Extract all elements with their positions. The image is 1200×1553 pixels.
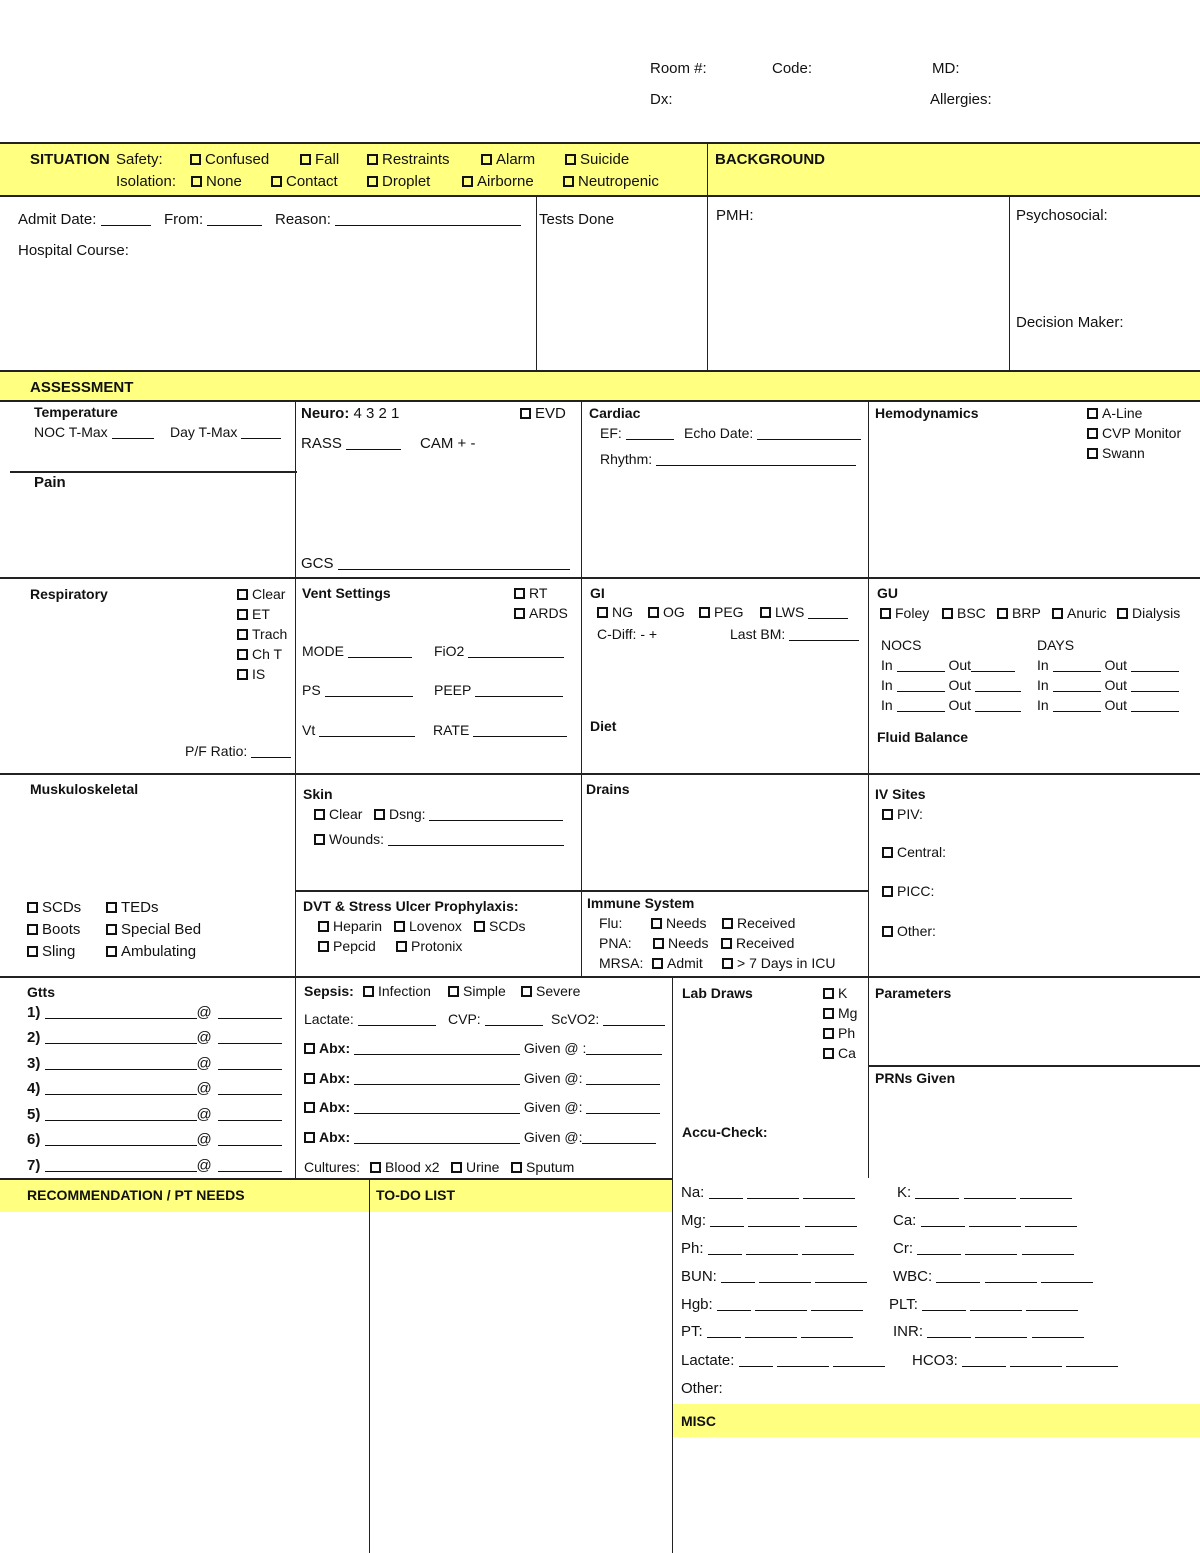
neuro-header: Neuro: 4 3 2 1 (301, 405, 400, 422)
lab-na[interactable]: Na: (681, 1184, 855, 1201)
scvo2-field[interactable]: ScVO2: (551, 1011, 665, 1027)
checkbox-icon (237, 649, 248, 660)
checkbox-icon (367, 176, 378, 187)
checkbox-icon (304, 1132, 315, 1143)
checkbox-icon (721, 938, 732, 949)
cam-field[interactable]: CAM + - (420, 435, 476, 452)
dvt-pepcid[interactable]: Pepcid (318, 938, 376, 954)
dvt-lovenox[interactable]: Lovenox (394, 918, 462, 934)
rhythm-field[interactable]: Rhythm: (600, 451, 856, 467)
hospital-course-label: Hospital Course: (18, 242, 129, 259)
pna-needs[interactable]: Needs (653, 935, 708, 951)
isolation-none[interactable]: None (191, 173, 242, 190)
peep-field[interactable]: PEEP (434, 682, 563, 698)
lab-mg[interactable]: Mg (823, 1005, 857, 1021)
skin-clear[interactable]: Clear (314, 806, 362, 822)
lab-inr[interactable]: INR: (893, 1323, 1084, 1340)
ef-field[interactable]: EF: (600, 425, 674, 441)
checkbox-icon (514, 588, 525, 599)
culture-blood[interactable]: Blood x2 (370, 1159, 439, 1175)
flu-label: Flu: (599, 915, 623, 931)
isolation-contact[interactable]: Contact (271, 173, 338, 190)
checkbox-icon (722, 958, 733, 969)
abx-row[interactable]: Abx: Given @: (304, 1070, 660, 1086)
gtts-row[interactable]: 7) @ (27, 1157, 282, 1174)
checkbox-icon (651, 918, 662, 929)
checkbox-icon (304, 1073, 315, 1084)
checkbox-icon (462, 176, 473, 187)
checkbox-icon (520, 408, 531, 419)
checkbox-icon (760, 607, 771, 618)
checkbox-icon (521, 986, 532, 997)
gu-foley[interactable]: Foley (880, 605, 929, 621)
lab-cr[interactable]: Cr: (893, 1240, 1074, 1257)
mode-field[interactable]: MODE (302, 643, 412, 659)
resp-et[interactable]: ET (237, 606, 270, 622)
checkbox-icon (653, 938, 664, 949)
allergies-label: Allergies: (930, 91, 992, 108)
diet-title: Diet (590, 718, 617, 734)
lactate-field[interactable]: Lactate: (304, 1011, 436, 1027)
resp-cht[interactable]: Ch T (237, 646, 282, 662)
sepsis-simple[interactable]: Simple (448, 983, 506, 999)
checkbox-icon (271, 176, 282, 187)
cardiac-title: Cardiac (589, 405, 641, 421)
checkbox-icon (997, 608, 1008, 619)
safety-alarm[interactable]: Alarm (481, 151, 535, 168)
checkbox-icon (823, 1048, 834, 1059)
cdiff-field[interactable]: C-Diff: - + (597, 626, 658, 642)
recommendation-title: RECOMMENDATION / PT NEEDS (27, 1187, 245, 1203)
isolation-airborne[interactable]: Airborne (462, 173, 534, 190)
pain-title: Pain (34, 474, 66, 491)
gi-ng[interactable]: NG (597, 604, 633, 620)
gtts-row[interactable]: 3) @ (27, 1055, 282, 1072)
accu-check-label: Accu-Check: (682, 1124, 768, 1140)
gi-lws[interactable]: LWS (760, 604, 848, 620)
checkbox-icon (237, 609, 248, 620)
isolation-label: Isolation: (116, 173, 177, 190)
checkbox-icon (314, 834, 325, 845)
checkbox-icon (300, 154, 311, 165)
checkbox-icon (314, 809, 325, 820)
checkbox-icon (474, 921, 485, 932)
admit-date-field[interactable]: Admit Date: (18, 211, 151, 228)
cultures-label: Cultures: (304, 1159, 361, 1175)
culture-urine[interactable]: Urine (451, 1159, 499, 1175)
musculo-scds[interactable]: SCDs (27, 899, 81, 916)
lab-lactate[interactable]: Lactate: (681, 1352, 885, 1369)
neuro-evd[interactable]: EVD (520, 405, 566, 422)
skin-wounds[interactable]: Wounds: (314, 831, 564, 847)
gtts-row[interactable]: 2) @ (27, 1029, 282, 1046)
checkbox-icon (648, 607, 659, 618)
cvp-field[interactable]: CVP: (448, 1011, 543, 1027)
gi-og[interactable]: OG (648, 604, 685, 620)
flu-received[interactable]: Received (722, 915, 795, 931)
checkbox-icon (652, 958, 663, 969)
checkbox-icon (882, 926, 893, 937)
checkbox-icon (882, 847, 893, 858)
lab-k-result[interactable]: K: (897, 1184, 1072, 1201)
checkbox-icon (1087, 428, 1098, 439)
last-bm-field[interactable]: Last BM: (730, 626, 859, 642)
musculo-teds[interactable]: TEDs (106, 899, 159, 916)
checkbox-icon (1117, 608, 1128, 619)
rate-field[interactable]: RATE (433, 722, 567, 738)
rass-field[interactable]: RASS (301, 435, 401, 452)
abx-row[interactable]: Abx: Given @: (304, 1099, 660, 1115)
culture-sputum[interactable]: Sputum (511, 1159, 574, 1175)
vent-title: Vent Settings (302, 585, 391, 601)
iv-other[interactable]: Other: (882, 923, 936, 939)
lab-hgb[interactable]: Hgb: (681, 1296, 863, 1313)
dx-label: Dx: (650, 91, 673, 108)
lab-draws-title: Lab Draws (682, 985, 753, 1001)
safety-fall[interactable]: Fall (300, 151, 339, 168)
iv-title: IV Sites (875, 786, 926, 802)
lab-hco3[interactable]: HCO3: (912, 1352, 1118, 1369)
checkbox-icon (190, 154, 201, 165)
checkbox-icon (882, 886, 893, 897)
iv-picc[interactable]: PICC: (882, 883, 934, 899)
checkbox-icon (237, 629, 248, 640)
decision-maker-label: Decision Maker: (1016, 314, 1124, 331)
temperature-title: Temperature (34, 404, 118, 420)
lab-wbc[interactable]: WBC: (893, 1268, 1093, 1285)
code-label: Code: (772, 60, 813, 77)
psychosocial-label: Psychosocial: (1016, 207, 1108, 224)
checkbox-icon (514, 608, 525, 619)
gcs-field[interactable]: GCS (301, 555, 570, 572)
gtts-row[interactable]: 1) @ (27, 1004, 282, 1021)
dvt-protonix[interactable]: Protonix (396, 938, 462, 954)
prns-title: PRNs Given (875, 1070, 956, 1086)
lab-pt[interactable]: PT: (681, 1323, 853, 1340)
safety-confused[interactable]: Confused (190, 151, 269, 168)
gu-dialysis[interactable]: Dialysis (1117, 605, 1180, 621)
gu-anuric[interactable]: Anuric (1052, 605, 1107, 621)
pf-ratio-field[interactable]: P/F Ratio: (185, 743, 291, 759)
gtts-row[interactable]: 5) @ (27, 1106, 282, 1123)
checkbox-icon (565, 154, 576, 165)
checkbox-icon (880, 608, 891, 619)
checkbox-icon (106, 924, 117, 935)
lab-ca-result[interactable]: Ca: (893, 1212, 1077, 1229)
noc-io-row[interactable]: In Out (881, 697, 1021, 713)
background-title: BACKGROUND (715, 151, 825, 168)
checkbox-icon (237, 589, 248, 600)
dvt-scds[interactable]: SCDs (474, 918, 526, 934)
checkbox-icon (722, 918, 733, 929)
vent-rt[interactable]: RT (514, 585, 547, 601)
checkbox-icon (882, 809, 893, 820)
gtts-title: Gtts (27, 984, 55, 1000)
pna-received[interactable]: Received (721, 935, 794, 951)
checkbox-icon (481, 154, 492, 165)
skin-title: Skin (303, 786, 333, 802)
lab-ph-result[interactable]: Ph: (681, 1240, 854, 1257)
checkbox-icon (304, 1102, 315, 1113)
checkbox-icon (191, 176, 202, 187)
lab-ca[interactable]: Ca (823, 1045, 856, 1061)
lab-other: Other: (681, 1380, 723, 1397)
musculo-ambulating[interactable]: Ambulating (106, 943, 196, 960)
gu-title: GU (877, 585, 898, 601)
checkbox-icon (511, 1162, 522, 1173)
echo-date-field[interactable]: Echo Date: (684, 425, 861, 441)
iv-central[interactable]: Central: (882, 844, 946, 860)
gtts-row[interactable]: 6) @ (27, 1131, 282, 1148)
nocs-label: NOCS (881, 637, 922, 653)
mrsa-label: MRSA: (599, 955, 644, 971)
gtts-row[interactable]: 4) @ (27, 1080, 282, 1097)
checkbox-icon (304, 1043, 315, 1054)
checkbox-icon (374, 809, 385, 820)
safety-label: Safety: (116, 151, 163, 168)
lab-plt[interactable]: PLT: (889, 1296, 1078, 1313)
room-label: Room #: (650, 60, 707, 77)
gi-peg[interactable]: PEG (699, 604, 744, 620)
checkbox-icon (237, 669, 248, 680)
checkbox-icon (106, 946, 117, 957)
checkbox-icon (699, 607, 710, 618)
day-io-row[interactable]: In Out (1037, 657, 1179, 673)
md-label: MD: (932, 60, 960, 77)
from-field[interactable]: From: (164, 211, 262, 228)
fluid-balance-title: Fluid Balance (877, 729, 969, 745)
fio2-field[interactable]: FiO2 (434, 643, 564, 659)
vt-field[interactable]: Vt (302, 722, 415, 738)
checkbox-icon (1087, 408, 1098, 419)
mrsa-icu[interactable]: > 7 Days in ICU (722, 955, 835, 971)
checkbox-icon (27, 902, 38, 913)
dvt-title: DVT & Stress Ulcer Prophylaxis: (303, 898, 519, 914)
day-io-row[interactable]: In Out (1037, 697, 1179, 713)
misc-title: MISC (681, 1413, 716, 1429)
pna-label: PNA: (599, 935, 632, 951)
day-tmax-field[interactable]: Day T-Max (170, 424, 281, 440)
musculo-special-bed[interactable]: Special Bed (106, 921, 201, 938)
sepsis-row: Sepsis: (304, 983, 354, 999)
checkbox-icon (451, 1162, 462, 1173)
lab-bun[interactable]: BUN: (681, 1268, 867, 1285)
todo-title: TO-DO LIST (376, 1187, 456, 1203)
checkbox-icon (27, 924, 38, 935)
noc-tmax-field[interactable]: NOC T-Max (34, 424, 154, 440)
checkbox-icon (367, 154, 378, 165)
safety-restraints[interactable]: Restraints (367, 151, 450, 168)
immune-title: Immune System (587, 895, 695, 911)
gu-brp[interactable]: BRP (997, 605, 1041, 621)
checkbox-icon (942, 608, 953, 619)
checkbox-icon (106, 902, 117, 913)
checkbox-icon (1087, 448, 1098, 459)
resp-trach[interactable]: Trach (237, 626, 287, 642)
situation-title: SITUATION (30, 151, 110, 168)
lab-mg-result[interactable]: Mg: (681, 1212, 857, 1229)
hemo-cvp[interactable]: CVP Monitor (1087, 425, 1181, 441)
checkbox-icon (394, 921, 405, 932)
hemodynamics-title: Hemodynamics (875, 405, 979, 421)
hemo-aline[interactable]: A-Line (1087, 405, 1142, 421)
dvt-heparin[interactable]: Heparin (318, 918, 382, 934)
sepsis-severe[interactable]: Severe (521, 983, 580, 999)
checkbox-icon (27, 946, 38, 957)
gu-bsc[interactable]: BSC (942, 605, 986, 621)
flu-needs[interactable]: Needs (651, 915, 706, 931)
days-label: DAYS (1037, 637, 1075, 653)
iv-piv[interactable]: PIV: (882, 806, 923, 822)
checkbox-icon (597, 607, 608, 618)
checkbox-icon (318, 941, 329, 952)
assessment-title: ASSESSMENT (30, 379, 134, 396)
misc-band (672, 1404, 1200, 1437)
lab-ph[interactable]: Ph (823, 1025, 855, 1041)
checkbox-icon (823, 988, 834, 999)
checkbox-icon (823, 1028, 834, 1039)
checkbox-icon (448, 986, 459, 997)
safety-suicide[interactable]: Suicide (565, 151, 629, 168)
parameters-title: Parameters (875, 985, 952, 1001)
ps-field[interactable]: PS (302, 682, 413, 698)
sepsis-infection[interactable]: Infection (363, 983, 431, 999)
abx-row[interactable]: Abx: Given @ : (304, 1040, 662, 1056)
checkbox-icon (363, 986, 374, 997)
abx-row[interactable]: Abx: Given @: (304, 1129, 656, 1145)
vent-ards[interactable]: ARDS (514, 605, 568, 621)
resp-clear[interactable]: Clear (237, 586, 285, 602)
musculo-boots[interactable]: Boots (27, 921, 80, 938)
pmh-label: PMH: (716, 207, 754, 224)
checkbox-icon (370, 1162, 381, 1173)
checkbox-icon (1052, 608, 1063, 619)
skin-dsng[interactable]: Dsng: (374, 806, 563, 822)
checkbox-icon (396, 941, 407, 952)
checkbox-icon (318, 921, 329, 932)
respiratory-title: Respiratory (30, 586, 108, 602)
gi-title: GI (590, 585, 605, 601)
assessment-band (0, 371, 1200, 401)
hemo-swann[interactable]: Swann (1087, 445, 1145, 461)
lab-k[interactable]: K (823, 985, 847, 1001)
noc-io-row[interactable]: In Out (881, 677, 1021, 693)
isolation-neutropenic[interactable]: Neutropenic (563, 173, 659, 190)
resp-is[interactable]: IS (237, 666, 265, 682)
reason-field[interactable]: Reason: (275, 211, 521, 228)
checkbox-icon (563, 176, 574, 187)
tests-done-label: Tests Done (539, 211, 615, 228)
day-io-row[interactable]: In Out (1037, 677, 1179, 693)
isolation-droplet[interactable]: Droplet (367, 173, 430, 190)
mrsa-admit[interactable]: Admit (652, 955, 703, 971)
musculo-title: Muskuloskeletal (30, 781, 139, 797)
musculo-sling[interactable]: Sling (27, 943, 75, 960)
checkbox-icon (823, 1008, 834, 1019)
drains-title: Drains (586, 781, 630, 797)
noc-io-row[interactable]: In Out (881, 657, 1015, 673)
